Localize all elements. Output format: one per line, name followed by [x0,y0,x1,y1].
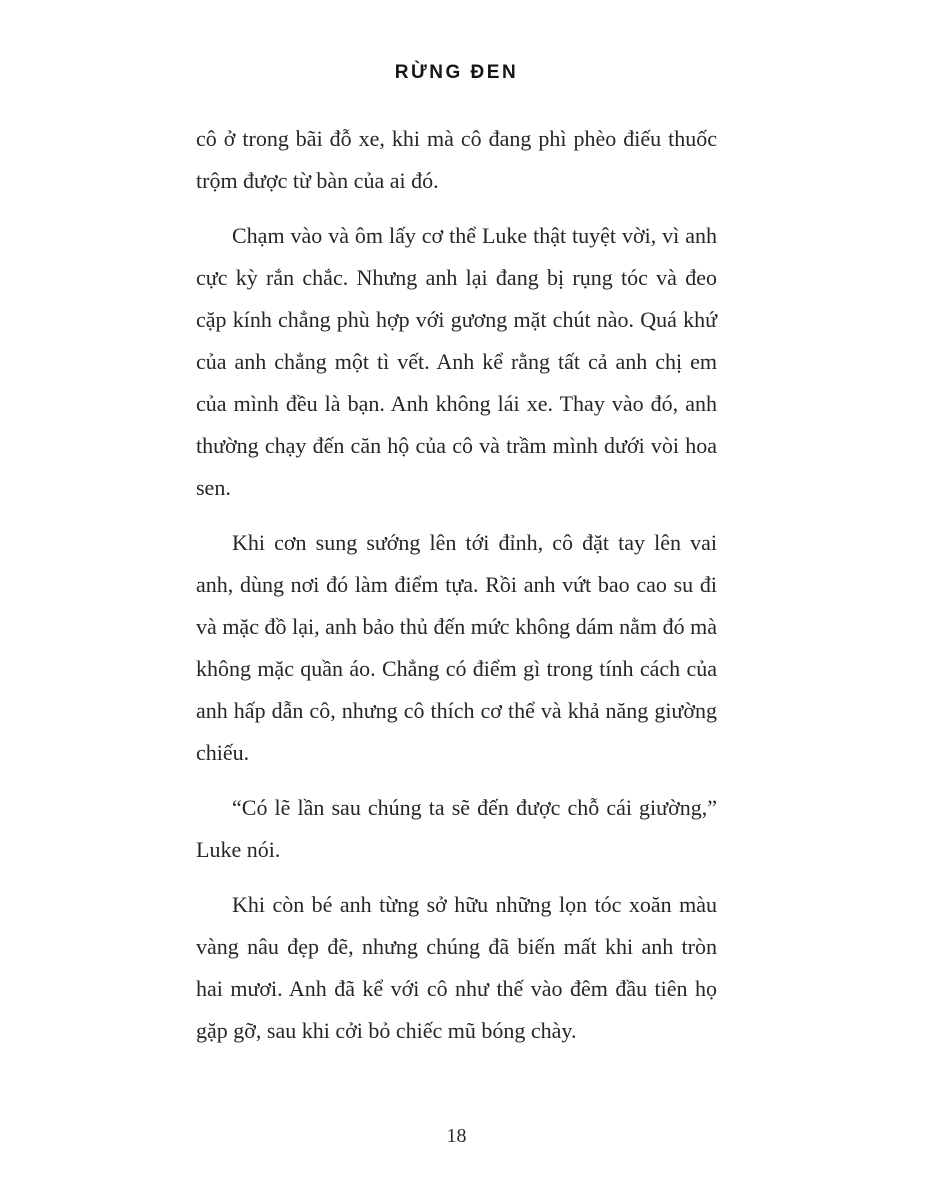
paragraph: Chạm vào và ôm lấy cơ thể Luke thật tuyệt vời, vì anh cực kỳ rắn chắc. Nhưng anh lại đang bị rụng tóc và đeo cặp kính chẳng phù hợp với gương mặt chút nào. Quá khứ của anh chẳng một tì vết. Anh kể rằng tất cả anh chị em của mình đều là bạn. Anh không lái xe. Thay vào đó, anh thường chạy đến căn hộ của cô và trầm mình dưới vòi hoa sen. [196,223,717,500]
paragraph: Khi còn bé anh từng sở hữu những lọn tóc xoăn màu vàng nâu đẹp đẽ, nhưng chúng đã biến mất khi anh tròn hai mươi. Anh đã kể với cô như thế vào đêm đầu tiên họ gặp gỡ, sau khi cởi bỏ chiếc mũ bóng chày. [196,892,717,1043]
paragraph: Khi cơn sung sướng lên tới đỉnh, cô đặt tay lên vai anh, dùng nơi đó làm điểm tựa. Rồi anh vứt bao cao su đi và mặc đồ lại, anh bảo thủ đến mức không dám nằm đó mà không mặc quần áo. Chẳng có điểm gì trong tính cách của anh hấp dẫn cô, nhưng cô thích cơ thể và khả năng giường chiếu. [196,530,717,765]
running-header-book-title: RỪNG ĐEN [394,62,519,83]
paragraph: cô ở trong bãi đỗ xe, khi mà cô đang phì phèo điếu thuốc trộm được từ bàn của ai đó. [196,126,717,193]
page-text-block [196,118,717,1065]
page-number: 18 [446,1125,467,1147]
paragraph-dialogue: “Có lẽ lần sau chúng ta sẽ đến được chỗ cái giường,” Luke nói. [196,795,717,862]
